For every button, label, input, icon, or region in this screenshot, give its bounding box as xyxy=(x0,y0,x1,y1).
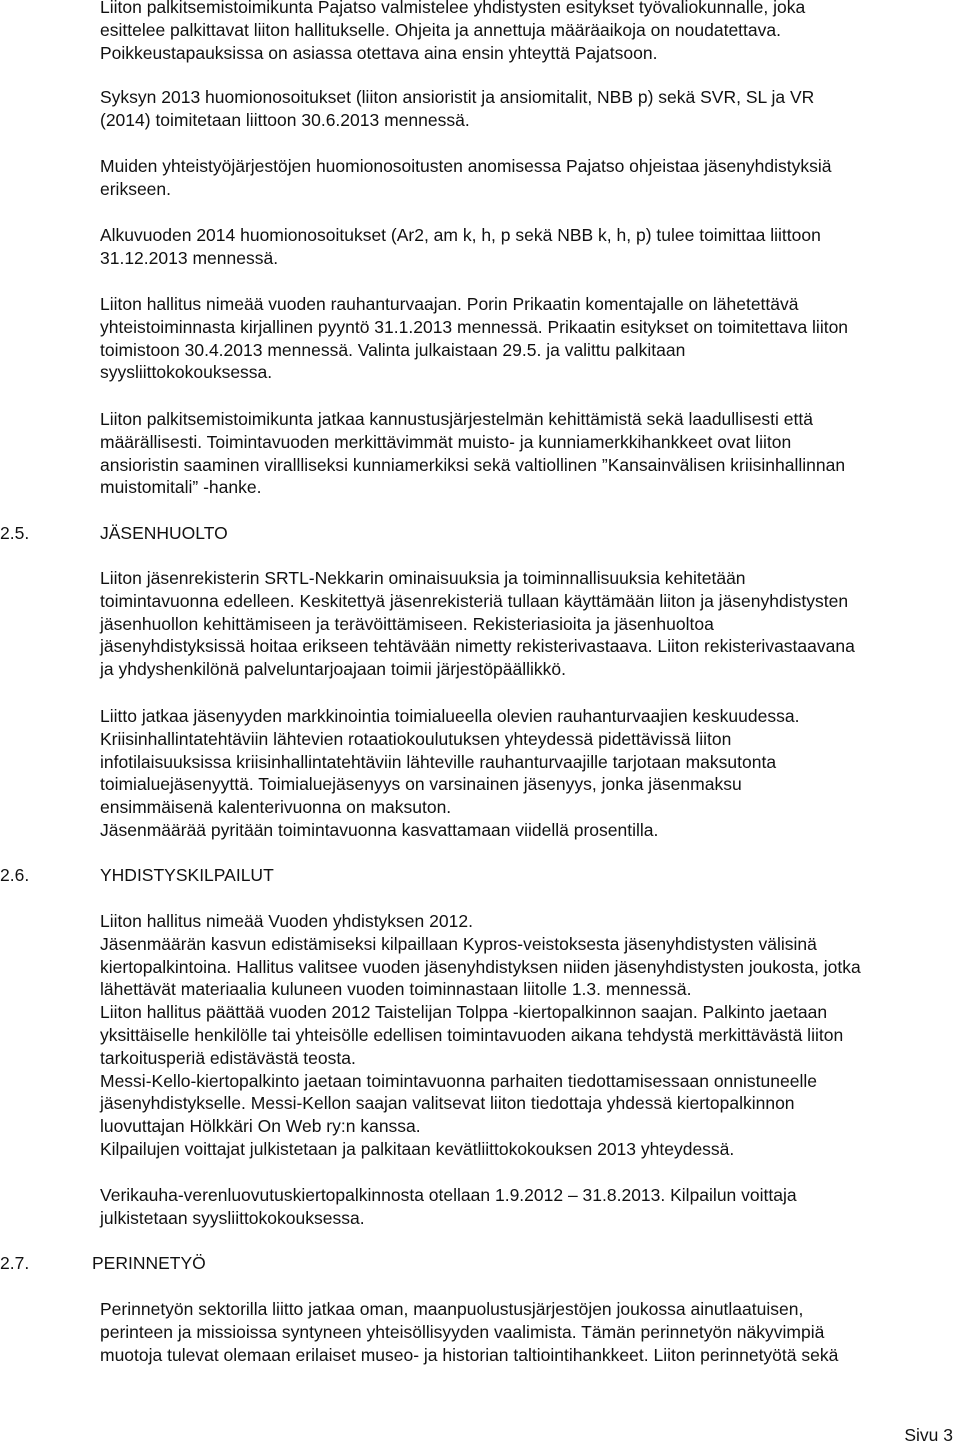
section-heading-2-5 xyxy=(0,522,228,545)
section-heading-2-7 xyxy=(0,1252,206,1275)
paragraph-kannustusjarjestelma: Liiton palkitsemistoimikunta jatkaa kannustusjärjestelmän kehittämistä sekä laadullisesti että määrällisesti. Toimintavuoden merkittävimmät muisto- ja kunniamerkkihankkeet ovat liiton ansioristin saaminen virallliseksi kunniamerkiksi sekä valtiollinen ”Kansainvälisen kriisinhallinnan muistomitali” -hanke. xyxy=(100,409,846,498)
paragraph-alkuvuoden-huomionosoitukset: Alkuvuoden 2014 huomionosoitukset (Ar2, am k, h, p sekä NBB k, h, p) tulee toimittaa liittoon 31.12.2013 mennessä. xyxy=(100,225,821,268)
page-number: Sivu 3 xyxy=(904,1425,953,1445)
paragraph-vuoden-rauhanturvaaja: Liiton hallitus nimeää vuoden rauhanturvaajan. Porin Prikaatin komentajalle on lähetettävä yhteistoiminnasta kirjallinen pyyntö 31.1.2013 mennessä. Prikaatin esitykset on toimitettava liiton toimistoon 30.4.2013 mennessä. Valinta julkaistaan 29.5. ja valittu palkitaan syysliittokokouksessa. xyxy=(100,294,849,383)
paragraph-syksyn-huomionosoitukset: Syksyn 2013 huomionosoitukset (liiton ansioristit ja ansiomitalit, NBB p) sekä SVR, SL ja VR (2014) toimitetaan liittoon 30.6.2013 mennessä. xyxy=(100,87,815,130)
section-number: 2.6. xyxy=(0,865,30,885)
section-title: PERINNETYÖ xyxy=(92,1253,206,1273)
paragraph-jasenrekisteri: Liiton jäsenrekisterin SRTL-Nekkarin ominaisuuksia ja toiminnallisuuksia kehitetään toimintavuonna edelleen. Keskitettyä jäsenrekisteriä tullaan käyttämään liiton ja jäsenyhdistysten jäsenhuollon kehittämiseen ja terävöittämiseen. Rekisteriasioita ja jäsenhuoltoa jäsenyhdistyksissä hoitaa erikseen tehtävään nimetty rekisterivastaava. Liiton rekisterivastaavana ja yhdyshenkilönä palveluntarjoajaan toimii järjestöpäällikkö. xyxy=(100,568,855,680)
section-number: 2.7. xyxy=(0,1253,30,1273)
paragraph-jasenyyden-markkinointi: Liitto jatkaa jäsenyyden markkinointia toimialueella olevien rauhanturvaajien keskuudessa. Kriisinhallintatehtäviin lähtevien rotaatiokoulutuksen yhteydessä pidettävissä liiton infotilaisuuksissa kriisinhallintatehtäviin lähteville rauhanturvaajille tarjotaan maksutonta toimialuejäsenyyttä. Toimialuejäsenyys on varsinainen jäsenyys, jonka jäsenmaksu ensimmäisenä kalenterivuonna on maksuton. Jäsenmäärää pyritään toimintavuonna kasvattamaan viidellä prosentilla. xyxy=(100,706,800,840)
paragraph-palkitsemistoimikunta: Liiton palkitsemistoimikunta Pajatso valmistelee yhdistysten esitykset työvaliokunnalle, joka esittelee palkittavat liiton hallitukselle. Ohjeita ja annettuja määräaikoja on noudatettava. Poikkeustapauksissa on asiassa otettava aina ensin yhteyttä Pajatsoon. xyxy=(100,0,806,63)
section-title: YHDISTYSKILPAILUT xyxy=(100,865,274,885)
section-heading-2-6 xyxy=(0,864,274,887)
paragraph-verikauha: Verikauha-verenluovutuskiertopalkinnosta otellaan 1.9.2012 – 31.8.2013. Kilpailun voittaja julkistetaan syysliittokokouksessa. xyxy=(100,1185,797,1228)
paragraph-yhdistyskilpailut: Liiton hallitus nimeää Vuoden yhdistyksen 2012. Jäsenmäärän kasvun edistämiseksi kilpaillaan Kypros-veistoksesta jäsenyhdistysten välisinä kiertopalkintoina. Hallitus valitsee vuoden jäsenyhdistyksen niiden jäsenyhdistysten joukosta, jotka lähettävät materiaalia kuluneen vuoden toiminnastaan liitolle 1.3. mennessä. Liiton hallitus päättää vuoden 2012 Taistelijan Tolppa -kiertopalkinnon saajan. Palkinto jaetaan yksittäiselle henkilölle tai yhteisölle edellisen toimintavuoden aikana tehdystä merkittävästä liiton tarkoitusperiä edistävästä teosta. Messi-Kello-kiertopalkinto jaetaan toimintavuonna parhaiten tiedottamisessaan onnistuneelle jäsenyhdistykselle. Messi-Kellon saajan valitsevat liiton tiedottaja yhdessä kiertopalkinnon luovuttajan Hölkkäri On Web ry:n kanssa. Kilpailujen voittajat julkistetaan ja palkitaan kevätliittokokouksen 2013 yhteydessä. xyxy=(100,911,861,1159)
section-number: 2.5. xyxy=(0,523,30,543)
paragraph-perinnetyo: Perinnetyön sektorilla liitto jatkaa oman, maanpuolustusjärjestöjen joukossa ainutlaatuisen, perinteen ja missioissa syntyneen yhteisöllisyyden vaalimista. Tämän perinnetyön näkyvimpiä muotoja tulevat olemaan erilaiset museo- ja historian taltiointihankkeet. Liiton perinnetyötä sekä xyxy=(100,1299,839,1365)
paragraph-muiden-yhteistyojarjestojen: Muiden yhteistyöjärjestöjen huomionosoitusten anomisessa Pajatso ohjeistaa jäsenyhdistyksiä erikseen. xyxy=(100,156,832,199)
section-title: JÄSENHUOLTO xyxy=(100,523,228,543)
